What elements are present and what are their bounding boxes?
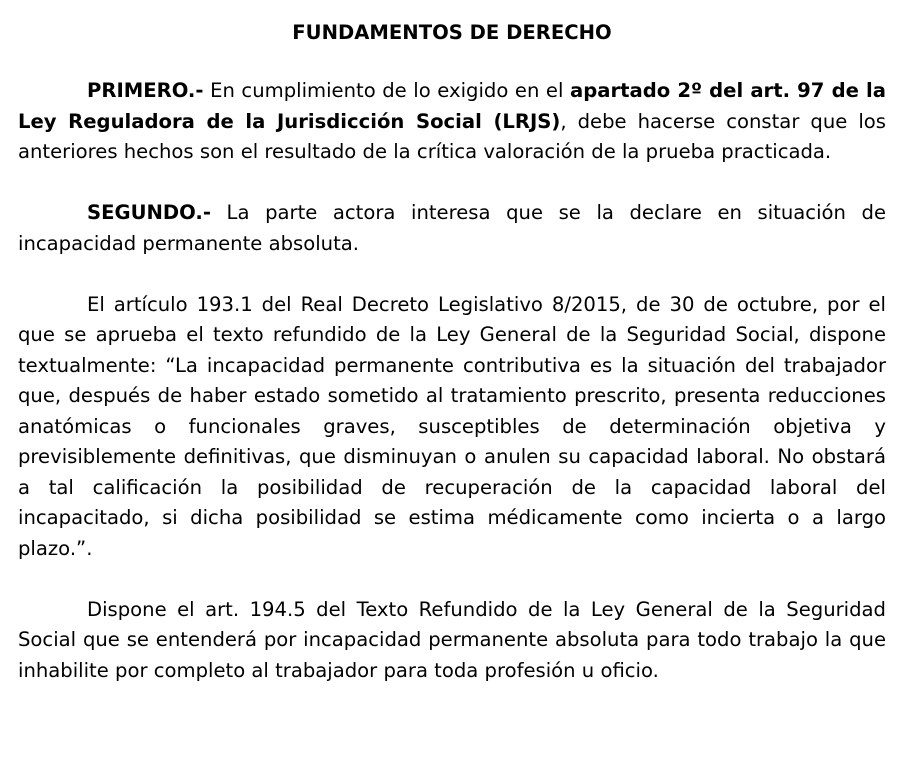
paragraph-article-193: [18, 290, 886, 565]
paragraph-text: En cumplimiento de lo exigido en el: [203, 79, 570, 102]
paragraph-text: Dispone el art. 194.5 del Texto Refundido de la Ley General de la Seguridad Social que se entenderá por incapacidad permanente absoluta para todo trabajo la que inhabilite por completo al trabajador para toda profesión u oficio.: [18, 597, 886, 682]
paragraph-text: El artículo 193.1 del Real Decreto Legislativo 8/2015, de 30 de octubre, por el que se aprueba el texto refundido de la Ley General de la Seguridad Social, dispone textualmente: “La incapacidad permanente contributiva es la situación del trabajador que, después de haber estado sometido al tratamiento prescrito, presenta reducciones anatómicas o funcionales graves, susceptibles de determinación objetiva y previsiblemente definitivas, que disminuyan o anulen su capacidad laboral. No obstará a tal calificación la posibilidad de recuperación de la capacidad laboral del incapacitado, si dicha posibilidad se estima médicamente como incierta o a largo plazo.”.: [18, 292, 886, 560]
paragraph-segundo: [18, 198, 886, 259]
paragraph-text: La parte actora interesa que se la declare en situación de incapacidad permanente absoluta.: [18, 201, 886, 255]
paragraph-primero: [18, 76, 886, 168]
paragraph-text: , debe hacerse constar que los anteriores hechos son el resultado de la crítica valoración de la prueba practicada.: [18, 109, 886, 163]
section-heading: FUNDAMENTOS DE DERECHO: [292, 21, 612, 44]
paragraph-lead-primero: PRIMERO.-: [87, 79, 204, 102]
document-body: [18, 20, 886, 686]
paragraph-article-194: [18, 595, 886, 687]
paragraph-lead-segundo: SEGUNDO.-: [87, 201, 211, 224]
legal-reference: apartado 2º del art. 97 de la Ley Reguladora de la Jurisdicción Social (LRJS): [18, 79, 886, 133]
